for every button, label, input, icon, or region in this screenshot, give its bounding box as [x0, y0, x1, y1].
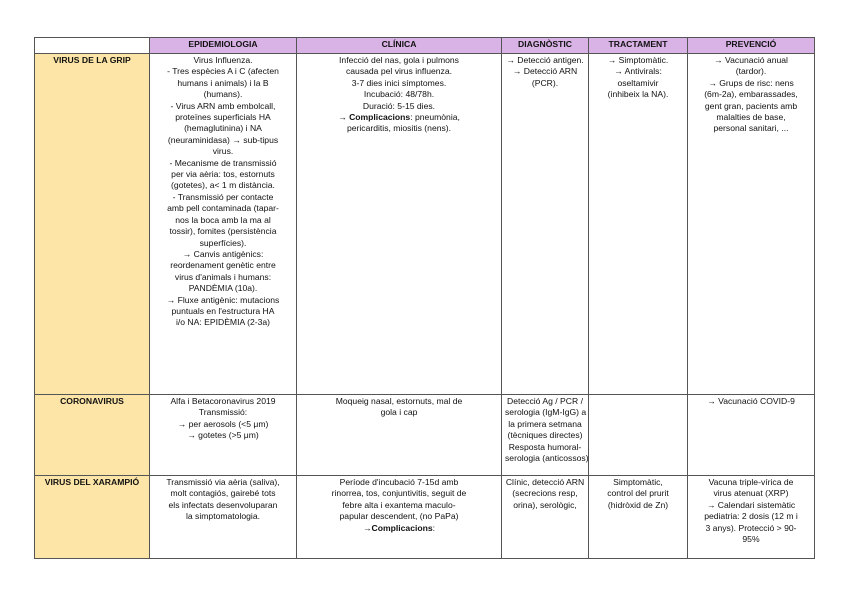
- grip-clinica-line: pericarditis, miositis (nens).: [346, 123, 452, 134]
- cell-line: - Virus ARN amb embolcall,: [170, 100, 276, 111]
- header-prevencio: PREVENCIÓ: [688, 38, 815, 54]
- cell-line: (tècniques directes): [507, 430, 583, 441]
- complicacions-label: Complicacions: [371, 522, 433, 533]
- grip-clinica-line: causada pel virus influenza.: [345, 66, 453, 77]
- cell-line: → gotetes (>5 μm): [187, 430, 259, 441]
- arrow-glyph: →: [362, 522, 372, 533]
- cell-line: → Vacunació anual: [714, 55, 788, 65]
- cell-line: orina), serològic,: [513, 499, 577, 510]
- header-epidemiologia: EPIDEMIOLOGIA: [150, 38, 297, 54]
- cell-line: els infectats desenvoluparan: [168, 499, 278, 510]
- cell-xarampio-diagnostic: [502, 476, 589, 559]
- cell-line: amb pell contaminada (tapar-: [167, 203, 279, 214]
- header-tractament: TRACTAMENT: [589, 38, 688, 54]
- cell-line: oseltamivir: [617, 77, 659, 88]
- cell-line: virus.: [212, 146, 234, 157]
- cell-line: → Antivirals:: [614, 66, 662, 77]
- cell-line: → Simptomàtic.: [607, 55, 669, 65]
- grip-complicacions-line: [300, 112, 498, 123]
- row-label-grip: VIRUS DE LA GRIP: [35, 54, 150, 395]
- cell-line: serologia (anticossos): [505, 453, 589, 464]
- cell-line: → per aerosols (<5 μm): [177, 418, 269, 429]
- row-corona: [35, 395, 815, 476]
- cell-line: gola i cap: [380, 407, 418, 418]
- cell-line: nos la boca amb la ma al: [175, 214, 271, 225]
- cell-xarampio-epidemiologia: [150, 476, 297, 559]
- cell-line: Transmissió via aèria (saliva),: [166, 477, 280, 487]
- cell-line: Resposta humoral-: [508, 441, 582, 452]
- grip-clinica-line: Infecció del nas, gola i pulmons: [339, 55, 459, 65]
- cell-grip-epidemiologia: [150, 54, 297, 395]
- cell-grip-diagnostic: [502, 54, 589, 395]
- cell-line: virus atenuat (XRP): [713, 488, 789, 499]
- cell-line: (gotetes), a< 1 m distància.: [171, 180, 275, 191]
- cell-line: (inhibeix la NA).: [607, 89, 669, 100]
- cell-line: Vacuna triple-vírica de: [708, 477, 794, 487]
- cell-xarampio-prevencio: [688, 476, 815, 559]
- row-label-corona: CORONAVIRUS: [35, 395, 150, 476]
- xarampio-clinica-line: rinorrea, tos, conjuntivitis, seguit de: [331, 488, 467, 499]
- complicacions-label: Complicacions: [349, 112, 411, 123]
- cell-line: (hemaglutinina) i NA: [184, 123, 262, 134]
- cell-corona-epidemiologia: [150, 395, 297, 476]
- cell-corona-prevencio: [688, 395, 815, 476]
- cell-line: tossir), fomites (persistència: [169, 226, 277, 237]
- cell-line: serologia (IgM-IgG) a: [505, 407, 587, 418]
- cell-line: (hidròxid de Zn): [607, 499, 669, 510]
- cell-line: proteïnes superficials HA: [175, 112, 271, 123]
- cell-line: control del prurit: [607, 488, 669, 499]
- xarampio-clinica-line: Període d'incubació 7-15d amb: [339, 477, 459, 487]
- cell-line: virus d'animals i humans:: [174, 271, 272, 282]
- cell-line: personal sanitari, ...: [713, 123, 789, 134]
- cell-line: (tardor).: [735, 66, 767, 77]
- cell-line: - Tres espècies A i C (afecten: [167, 66, 279, 77]
- header-clinica: CLÍNICA: [297, 38, 502, 54]
- cell-grip-tractament: [589, 54, 688, 395]
- cell-line: Simptomàtic,: [613, 477, 663, 487]
- cell-xarampio-clinica: [297, 476, 502, 559]
- cell-line: (secrecions resp,: [512, 488, 578, 499]
- cell-line: Alfa i Betacoronavirus 2019: [170, 396, 276, 406]
- cell-line: reordenament genètic entre: [170, 260, 276, 271]
- cell-line: pediatria: 2 dosis (12 m i: [704, 511, 798, 522]
- cell-line: puntuals en l'estructura HA: [171, 305, 275, 316]
- cell-line: gent gran, pacients amb: [704, 100, 798, 111]
- complicacions-text: :: [432, 522, 436, 533]
- row-label-xarampio: VIRUS DEL XARAMPIÓ: [35, 476, 150, 559]
- cell-line: (6m-2a), embarassades,: [704, 89, 798, 100]
- cell-line: 95%: [742, 534, 760, 545]
- cell-xarampio-tractament: [589, 476, 688, 559]
- cell-line: → Detecció ARN: [512, 66, 578, 77]
- cell-line: superfícies).: [199, 237, 247, 248]
- cell-line: Virus Influenza.: [193, 55, 253, 65]
- cell-line: → Vacunació COVID-9: [707, 396, 795, 406]
- cell-line: (humans).: [203, 89, 243, 100]
- cell-line: Detecció Ag / PCR /: [507, 396, 583, 406]
- cell-line: → Fluxe antigènic: mutacions: [166, 294, 280, 305]
- cell-line: Transmissió:: [198, 407, 248, 418]
- complicacions-text: : pneumònia,: [410, 112, 460, 123]
- cell-line: → Detecció antigen.: [506, 55, 584, 65]
- cell-line: (PCR).: [531, 77, 559, 88]
- cell-line: → Grups de risc: nens: [708, 77, 794, 88]
- cell-line: (neuraminidasa) → sub-tipus: [167, 134, 279, 145]
- cell-line: humans i animals) i la B: [177, 77, 269, 88]
- grip-clinica-line: 3-7 dies inici símptomes.: [351, 77, 447, 88]
- cell-line: malalties de base,: [716, 112, 786, 123]
- cell-line: molt contagiós, gairebé tots: [170, 488, 276, 499]
- cell-line: → Canvis antigènics:: [182, 248, 264, 259]
- arrow-glyph: →: [338, 112, 350, 123]
- header-diagnostic: DIAGNÒSTIC: [502, 38, 589, 54]
- disease-table: [34, 37, 815, 559]
- cell-line: la simptomatologia.: [185, 511, 261, 522]
- xarampio-clinica-line: febre alta i exantema maculo-: [342, 499, 456, 510]
- cell-line: Moqueig nasal, estornuts, mal de: [335, 396, 463, 406]
- cell-line: → Calendari sistemàtic: [706, 499, 796, 510]
- cell-line: 3 anys). Protecció > 90-: [705, 522, 797, 533]
- row-grip: [35, 54, 815, 395]
- cell-line: la primera setmana: [508, 418, 582, 429]
- cell-line: - Mecanisme de transmissió: [169, 157, 277, 168]
- grip-clinica-line: Incubació: 48/78h.: [363, 89, 435, 100]
- row-xarampio: [35, 476, 815, 559]
- cell-line: per via aèria: tos, estornuts: [171, 169, 275, 180]
- xarampio-complicacions-line: [300, 523, 498, 534]
- corner-cell: [35, 38, 150, 54]
- header-row: [35, 38, 815, 54]
- cell-corona-tractament: [589, 395, 688, 476]
- cell-grip-prevencio: [688, 54, 815, 395]
- cell-corona-clinica: [297, 395, 502, 476]
- cell-line: - Transmissió per contacte: [172, 191, 274, 202]
- cell-line: i/o NA: EPIDÈMIA (2-3a): [175, 317, 271, 328]
- cell-grip-clinica: [297, 54, 502, 395]
- cell-corona-diagnostic: [502, 395, 589, 476]
- grip-clinica-line: Duració: 5-15 dies.: [362, 100, 436, 111]
- cell-line: Clínic, detecció ARN: [505, 477, 585, 487]
- cell-line: PANDÈMIA (10a).: [188, 283, 258, 294]
- xarampio-clinica-line: papular descendent, (no PaPa): [339, 511, 459, 522]
